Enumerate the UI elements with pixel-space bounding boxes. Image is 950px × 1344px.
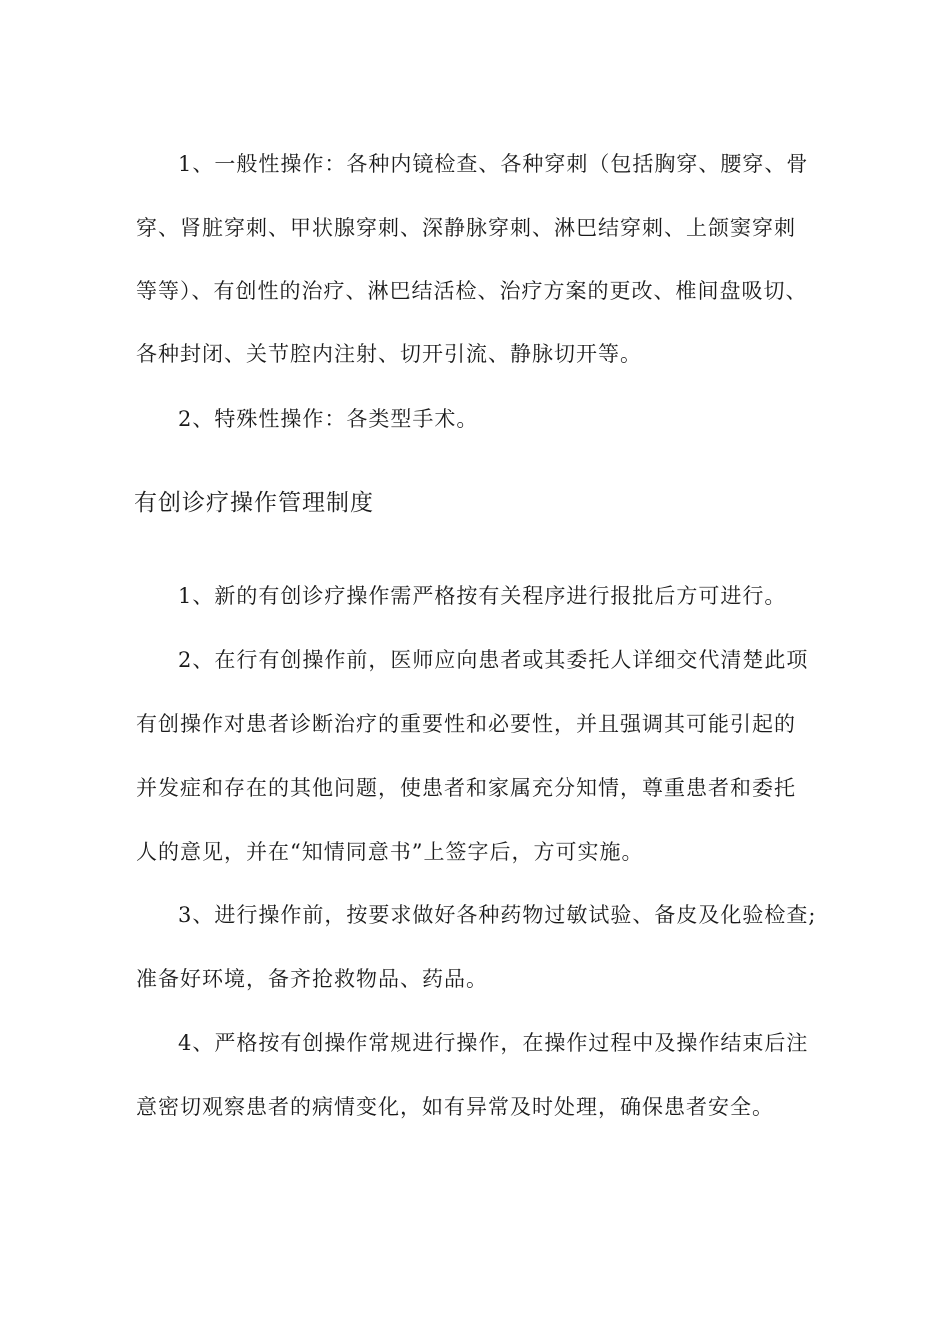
- paragraph-line: 有创操作对患者诊断治疗的重要性和必要性，并且强调其可能引起的: [136, 712, 796, 736]
- paragraph-line: 穿、肾脏穿刺、甲状腺穿刺、深静脉穿刺、淋巴结穿刺、上颌窦穿刺: [136, 216, 796, 240]
- paragraph-line: 意密切观察患者的病情变化，如有异常及时处理，确保患者安全。: [136, 1095, 774, 1119]
- paragraph-line: 3、进行操作前，按要求做好各种药物过敏试验、备皮及化验检查;: [178, 903, 817, 927]
- paragraph-line: 准备好环境，备齐抢救物品、药品。: [136, 967, 488, 991]
- paragraph-line: 1、新的有创诊疗操作需严格按有关程序进行报批后方可进行。: [178, 584, 787, 608]
- paragraph-line: 1、一般性操作：各种内镜检查、各种穿刺（包括胸穿、腰穿、骨: [178, 152, 809, 176]
- paragraph-line: 并发症和存在的其他问题，使患者和家属充分知情，尊重患者和委托: [136, 776, 796, 800]
- paragraph-line: 2、特殊性操作：各类型手术。: [178, 407, 479, 431]
- paragraph-line: 各种封闭、关节腔内注射、切开引流、静脉切开等。: [136, 342, 642, 366]
- paragraph-line: 4、严格按有创操作常规进行操作，在操作过程中及操作结束后注: [178, 1031, 809, 1055]
- paragraph-line: 2、在行有创操作前，医师应向患者或其委托人详细交代清楚此项: [178, 648, 809, 672]
- paragraph-line: 人的意见，并在“知情同意书”上签字后，方可实施。: [136, 840, 644, 864]
- section-heading: 有创诊疗操作管理制度: [134, 490, 374, 516]
- paragraph-line: 等等）、有创性的治疗、淋巴结活检、治疗方案的更改、椎间盘吸切、: [136, 279, 808, 303]
